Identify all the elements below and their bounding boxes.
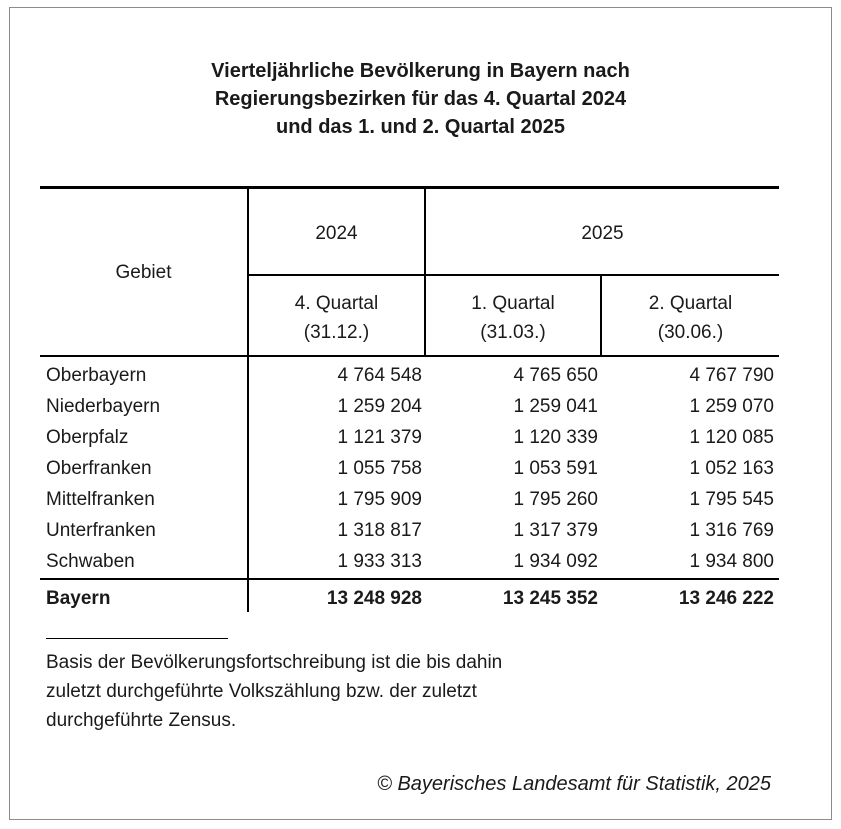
title-line-3: und das 1. und 2. Quartal 2025 xyxy=(276,116,565,138)
first-column-divider xyxy=(247,186,249,612)
year-header-rule xyxy=(248,274,779,276)
footnote-line-2: zuletzt durchgeführte Volkszählung bzw. der zuletzt xyxy=(46,681,477,702)
quarter-1-2025-header xyxy=(426,289,600,347)
region-name: Unterfranken xyxy=(46,520,156,541)
quarter-2-label: 2. Quartal xyxy=(648,293,733,314)
footnote-line-1: Basis der Bevölkerungsfortschreibung ist die bis dahin xyxy=(46,652,503,673)
value-q4-2024: 1 318 817 xyxy=(337,520,422,541)
value-q4-2024: 1 795 909 xyxy=(337,489,422,510)
footnote-line-3: durchgeführte Zensus. xyxy=(46,710,237,731)
region-name: Oberfranken xyxy=(46,458,152,479)
value-q1-2025: 1 317 379 xyxy=(513,520,598,541)
value-q2-2025: 1 934 800 xyxy=(689,551,774,572)
value-q2-2025: 1 795 545 xyxy=(689,489,774,510)
value-q4-2024: 4 764 548 xyxy=(337,365,422,386)
region-name: Schwaben xyxy=(46,551,135,572)
value-q1-2025: 1 120 339 xyxy=(513,427,598,448)
region-name: Oberbayern xyxy=(46,365,147,386)
quarter-4-date: (31.12.) xyxy=(303,322,370,343)
value-q2-2025: 4 767 790 xyxy=(689,365,774,386)
table-top-rule xyxy=(40,186,779,189)
year-2025-header: 2025 xyxy=(581,223,624,244)
gebiet-header: Gebiet xyxy=(115,262,172,283)
quarter-2-2025-header xyxy=(602,289,779,347)
value-q4-2024: 1 933 313 xyxy=(337,551,422,572)
value-q1-2025: 1 934 092 xyxy=(513,551,598,572)
total-top-rule xyxy=(40,578,779,580)
title-line-1: Vierteljährliche Bevölkerung in Bayern nach xyxy=(211,60,630,82)
total-name: Bayern xyxy=(46,588,111,609)
region-name: Niederbayern xyxy=(46,396,161,417)
table-title xyxy=(0,57,841,141)
year-2024-header: 2024 xyxy=(315,223,358,244)
value-q1-2025: 4 765 650 xyxy=(513,365,598,386)
value-q2-2025: 1 316 769 xyxy=(689,520,774,541)
value-q2-2025: 1 052 163 xyxy=(689,458,774,479)
total-q1-2025: 13 245 352 xyxy=(502,588,598,609)
value-q1-2025: 1 053 591 xyxy=(513,458,598,479)
quarter-1-label: 1. Quartal xyxy=(471,293,555,314)
quarter-4-2024-header xyxy=(249,289,424,347)
value-q1-2025: 1 259 041 xyxy=(513,396,598,417)
footnote xyxy=(46,648,502,735)
quarter-1-date: (31.03.) xyxy=(480,322,546,343)
header-bottom-rule xyxy=(40,355,779,357)
copyright-notice: © Bayerisches Landesamt für Statistik, 2025 xyxy=(377,773,771,795)
value-q2-2025: 1 259 070 xyxy=(689,396,774,417)
title-line-2: Regierungsbezirken für das 4. Quartal 2024 xyxy=(214,88,627,110)
value-q4-2024: 1 259 204 xyxy=(337,396,422,417)
total-q2-2025: 13 246 222 xyxy=(678,588,774,609)
quarter-2-date: (30.06.) xyxy=(657,322,724,343)
quarter-4-label: 4. Quartal xyxy=(294,293,379,314)
value-q4-2024: 1 055 758 xyxy=(337,458,422,479)
region-name: Mittelfranken xyxy=(46,489,155,510)
value-q4-2024: 1 121 379 xyxy=(337,427,422,448)
region-name: Oberpfalz xyxy=(46,427,129,448)
value-q1-2025: 1 795 260 xyxy=(513,489,598,510)
footnote-separator xyxy=(46,638,228,639)
value-q2-2025: 1 120 085 xyxy=(689,427,774,448)
total-q4-2024: 13 248 928 xyxy=(326,588,422,609)
